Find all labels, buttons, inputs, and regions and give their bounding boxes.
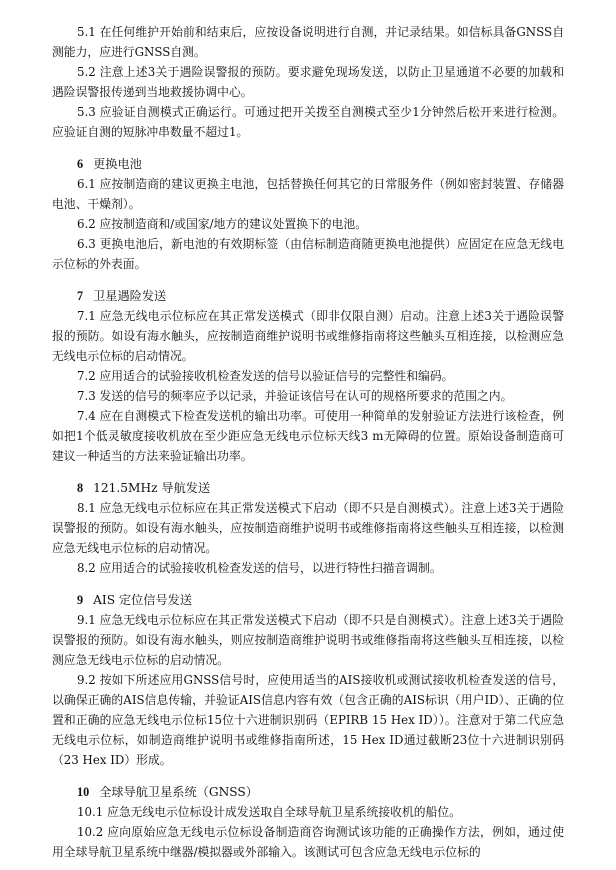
section-9-heading (77, 590, 557, 610)
paragraph-9-1: 9.1 应急无线电示位标应在其正常发送模式下启动（即不只是自测模式）。注意上述3关于遇险误警报的预防。如设有海水触头，则应按制造商维护说明书或维修指南将这些触头互相连接，以检测应急无线电示位标的启动情况。 (52, 613, 564, 667)
paragraph-8-1: 8.1 应急无线电示位标应在其正常发送模式下启动（即不只是自测模式）。注意上述3关于遇险误警报的预防。如设有海水触头，应按制造商维护说明书或维修指南将这些触头互相连接，以检测应急无线电示位标的启动情况。 (52, 501, 564, 555)
section-7-heading (77, 286, 557, 306)
section-title: 更换电池 (93, 157, 142, 171)
paragraph-6-1: 6.1 应按制造商的建议更换主电池，包括替换任何其它的日常服务件（例如密封装置、存储器电池、干燥剂）。 (52, 177, 564, 211)
section-6-heading (77, 154, 557, 174)
paragraph-10-1: 10.1 应急无线电示位标设计成发送取自全球导航卫星系统接收机的船位。 (77, 805, 461, 819)
paragraph-7-2: 7.2 应用适合的试验接收机检查发送的信号以验证信号的完整性和编码。 (77, 369, 454, 383)
paragraph-10-2: 10.2 应向原始应急无线电示位标设备制造商咨询测试该功能的正确操作方法，例如，通过使用全球导航卫星系统中继器/模拟器或外部输入。该测试可包含应急无线电示位标的 (52, 825, 564, 859)
section-title: 卫星遇险发送 (93, 289, 167, 303)
paragraph-7-1: 7.1 应急无线电示位标应在其正常发送模式（即非仅限自测）启动。注意上述3关于遇险误警报的预防。如设有海水触头，应按制造商维护说明书或维修指南将这些触头互相连接，以检测应急无线电示位标的启动情况。 (52, 309, 564, 363)
section-number: 6 (77, 157, 84, 171)
paragraph-5-2: 5.2 注意上述3关于遇险误警报的预防。要求避免现场发送，以防止卫星通道不必要的加载和遇险误警报传递到当地救援协调中心。 (52, 65, 564, 99)
section-number: 8 (77, 481, 84, 495)
paragraph-6-3: 6.3 更换电池后，新电池的有效期标签（由信标制造商随更换电池提供）应固定在应急无线电示位标的外表面。 (52, 237, 564, 271)
section-title: 全球导航卫星系统（GNSS） (99, 785, 258, 799)
paragraph-9-2: 9.2 按如下所述应用GNSS信号时，应使用适当的AIS接收机或测试接收机检查发送的信号，以确保正确的AIS信息传输，并验证AIS信息内容有效（包含正确的AIS标识（用户ID）、正确的位置和正确的应急无线电示位标15位十六进制识别码（EPIRB 15 Hex ID））。注意对于第二代应急无线电示位标，如制造商维护说明书或维修指南所述，15 Hex ID通过截断23位十六进制识别码（23 Hex ID）形成。 (52, 673, 564, 767)
section-title: AIS 定位信号发送 (93, 593, 193, 607)
paragraph-7-4: 7.4 应在自测模式下检查发送机的输出功率。可使用一种简单的发射验证方法进行该检查，例如把1个低灵敏度接收机放在至少距应急无线电示位标天线3 m无障碍的位置。原始设备制造商可建议一种适当的方法来验证输出功率。 (52, 409, 564, 463)
paragraph-5-3: 5.3 应验证自测模式正确运行。可通过把开关拨至自测模式至少1分钟然后松开来进行检测。应验证自测的短脉冲串数量不超过1。 (52, 105, 564, 139)
paragraph-6-2: 6.2 应按制造商和/或国家/地方的建议处置换下的电池。 (77, 217, 367, 231)
section-8-heading (77, 478, 557, 498)
section-10-heading (77, 782, 557, 802)
section-number: 7 (77, 289, 84, 303)
paragraph-7-3: 7.3 发送的信号的频率应予以记录，并验证该信号在认可的规格所要求的范围之内。 (77, 389, 513, 403)
section-title: 121.5MHz 导航发送 (93, 481, 211, 495)
section-number: 9 (77, 593, 84, 607)
paragraph-5-1: 5.1 在任何维护开始前和结束后，应按设备说明进行自测，并记录结果。如信标具备GNSS自测能力，应进行GNSS自测。 (52, 25, 564, 59)
section-number: 10 (77, 785, 90, 799)
paragraph-8-2: 8.2 应用适合的试验接收机检查发送的信号，以进行特性扫描音调制。 (77, 561, 442, 575)
